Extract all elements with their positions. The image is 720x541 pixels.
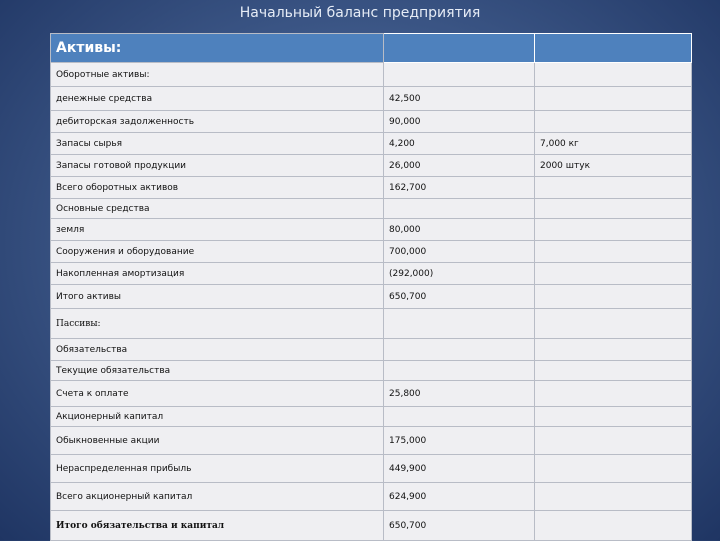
row-value <box>384 361 535 381</box>
row-label: Итого обязательства и капитал <box>51 511 384 541</box>
row-value <box>384 199 535 219</box>
page-title: Начальный баланс предприятия <box>239 5 481 21</box>
table-row <box>51 199 692 219</box>
row-value: 624,900 <box>384 483 535 511</box>
table-row <box>51 63 692 87</box>
table-row <box>51 511 692 541</box>
row-note <box>535 407 692 427</box>
row-label: Оборотные активы: <box>51 63 384 87</box>
row-note <box>535 455 692 483</box>
row-value: 175,000 <box>384 427 535 455</box>
row-label: Запасы готовой продукции <box>51 155 384 177</box>
table-row <box>51 133 692 155</box>
row-label: Итого активы <box>51 285 384 309</box>
row-value <box>384 407 535 427</box>
row-value: (292,000) <box>384 263 535 285</box>
table-row <box>51 155 692 177</box>
row-value: 25,800 <box>384 381 535 407</box>
row-value: 90,000 <box>384 111 535 133</box>
row-value: 162,700 <box>384 177 535 199</box>
row-label: Нераспределенная прибыль <box>51 455 384 483</box>
row-label: Всего оборотных активов <box>51 177 384 199</box>
row-note <box>535 339 692 361</box>
row-note <box>535 511 692 541</box>
row-label: земля <box>51 219 384 241</box>
row-label: Накопленная амортизация <box>51 263 384 285</box>
row-note <box>535 63 692 87</box>
row-note <box>535 263 692 285</box>
table-row <box>51 483 692 511</box>
row-note <box>535 361 692 381</box>
row-label: Сооружения и оборудование <box>51 241 384 263</box>
row-note <box>535 241 692 263</box>
row-label: Обязательства <box>51 339 384 361</box>
table-row <box>51 87 692 111</box>
table-row <box>51 241 692 263</box>
row-value <box>384 63 535 87</box>
row-note <box>535 199 692 219</box>
row-note: 7,000 кг <box>535 133 692 155</box>
table-header-row <box>51 34 692 63</box>
table-row <box>51 263 692 285</box>
row-value: 650,700 <box>384 511 535 541</box>
row-label: Пассивы: <box>51 309 384 339</box>
table-row <box>51 309 692 339</box>
row-label: Текущие обязательства <box>51 361 384 381</box>
table-row <box>51 111 692 133</box>
table-row <box>51 219 692 241</box>
row-value: 449,900 <box>384 455 535 483</box>
table-row <box>51 427 692 455</box>
row-value: 80,000 <box>384 219 535 241</box>
row-label: Всего акционерный капитал <box>51 483 384 511</box>
row-note <box>535 381 692 407</box>
row-note <box>535 177 692 199</box>
row-note <box>535 87 692 111</box>
row-label: Счета к оплате <box>51 381 384 407</box>
row-value: 650,700 <box>384 285 535 309</box>
row-label: Основные средства <box>51 199 384 219</box>
row-note <box>535 483 692 511</box>
row-value: 42,500 <box>384 87 535 111</box>
row-note: 2000 штук <box>535 155 692 177</box>
row-note <box>535 427 692 455</box>
row-note <box>535 309 692 339</box>
row-value <box>384 339 535 361</box>
row-label: Обыкновенные акции <box>51 427 384 455</box>
row-value <box>384 309 535 339</box>
table-row <box>51 455 692 483</box>
row-value: 26,000 <box>384 155 535 177</box>
row-note <box>535 111 692 133</box>
header-assets-label: Активы: <box>51 34 384 63</box>
balance-table <box>50 33 692 541</box>
header-col-note <box>535 34 692 63</box>
table-row <box>51 381 692 407</box>
row-value: 4,200 <box>384 133 535 155</box>
table-row <box>51 339 692 361</box>
table-row <box>51 361 692 381</box>
row-value: 700,000 <box>384 241 535 263</box>
row-note <box>535 285 692 309</box>
row-label: денежные средства <box>51 87 384 111</box>
row-label: дебиторская задолженность <box>51 111 384 133</box>
row-label: Акционерный капитал <box>51 407 384 427</box>
table-row <box>51 285 692 309</box>
table-row <box>51 177 692 199</box>
row-label: Запасы сырья <box>51 133 384 155</box>
header-col-value <box>384 34 535 63</box>
table-row <box>51 407 692 427</box>
row-note <box>535 219 692 241</box>
